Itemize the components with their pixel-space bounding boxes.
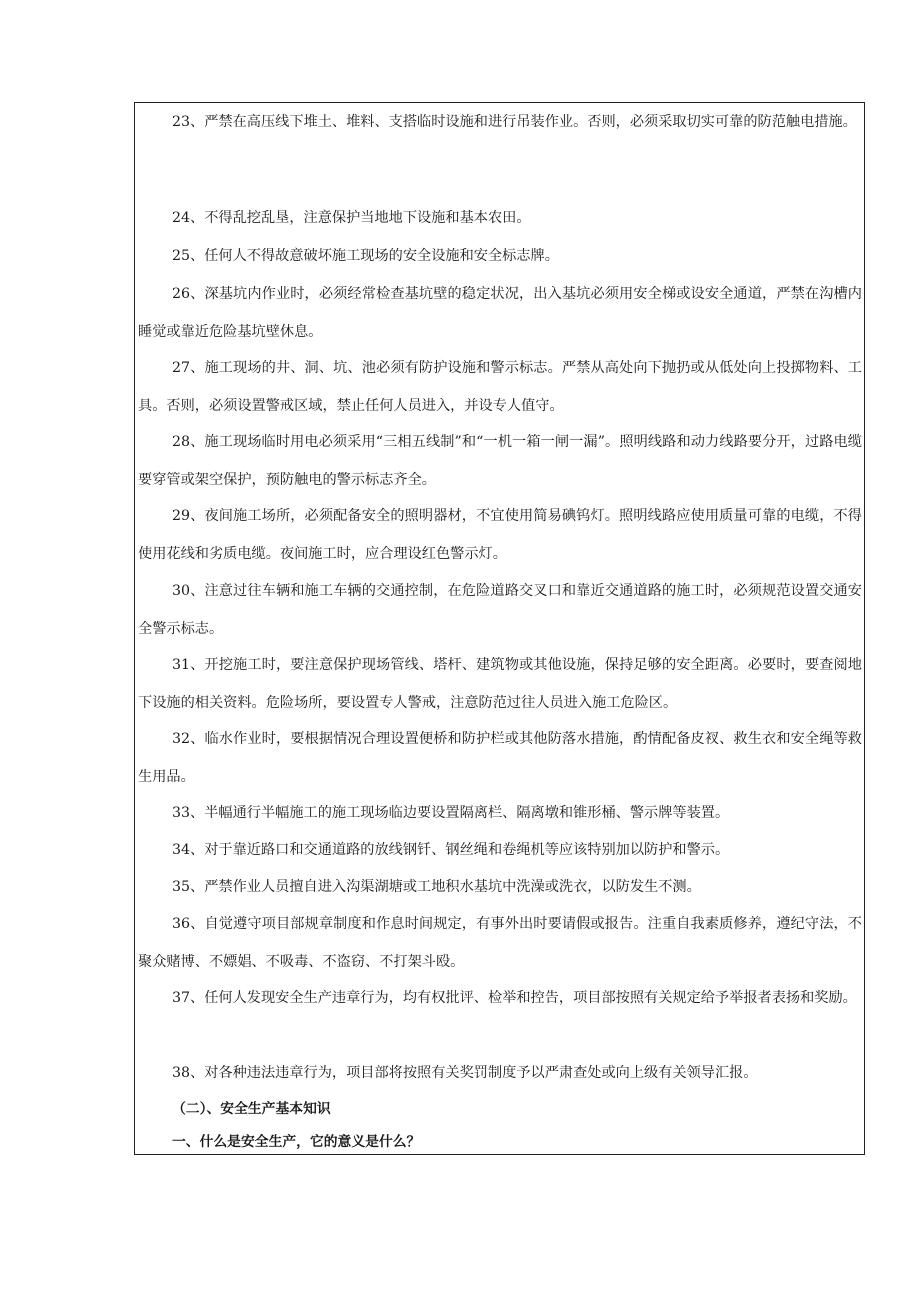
rule-23: 23、严禁在高压线下堆土、堆料、支搭临时设施和进行吊装作业。否则，必须采取切实可靠的防范触电措施。 bbox=[172, 114, 857, 130]
rule-33: 33、半幅通行半幅施工的施工现场临边要设置隔离栏、隔离墩和锥形桶、警示牌等装置。 bbox=[172, 805, 730, 821]
rule-28: 28、施工现场临时用电必须采用“三相五线制”和“一机一箱一闸一漏”。照明线路和动力线路要分开，过路电缆要穿管或架空保护，预防触电的警示标志齐全。 bbox=[138, 434, 862, 488]
rule-27: 27、施工现场的井、洞、坑、池必须有防护设施和警示标志。严禁从高处向下抛扔或从低处向上投掷物料、工具。否则，必须设置警戒区域，禁止任何人员进入，并设专人值守。 bbox=[138, 360, 862, 414]
rule-29: 29、夜间施工场所，必须配备安全的照明器材，不宜使用简易碘钨灯。照明线路应使用质量可靠的电缆，不得使用花线和劣质电缆。夜间施工时，应合理设红色警示灯。 bbox=[138, 508, 862, 562]
section-heading: （二）、安全生产基本知识 bbox=[172, 1101, 331, 1117]
rule-35: 35、严禁作业人员擅自进入沟渠湖塘或工地积水基坑中洗澡或洗衣，以防发生不测。 bbox=[172, 879, 701, 895]
section-question: 一、什么是安全生产，它的意义是什么？ bbox=[172, 1134, 421, 1150]
rule-37: 37、任何人发现安全生产违章行为，均有权批评、检举和控告，项目部按照有关规定给予举报者表扬和奖励。 bbox=[172, 990, 857, 1006]
rule-34: 34、对于靠近路口和交通道路的放线钢钎、钢丝绳和卷绳机等应该特别加以防护和警示。 bbox=[172, 842, 730, 858]
rule-30: 30、注意过往车辆和施工车辆的交通控制，在危险道路交叉口和靠近交通道路的施工时，必须规范设置交通安全警示标志。 bbox=[138, 583, 862, 637]
rule-36: 36、自觉遵守项目部规章制度和作息时间规定，有事外出时要请假或报告。注重自我素质修养，遵纪守法，不聚众赌博、不嫖娼、不吸毒、不盗窃、不打架斗殴。 bbox=[138, 916, 862, 970]
rule-24: 24、不得乱挖乱垦，注意保护当地地下设施和基本农田。 bbox=[172, 210, 531, 226]
rule-31: 31、开挖施工时，要注意保护现场管线、塔杆、建筑物或其他设施，保持足够的安全距离。必要时，要查阅地下设施的相关资料。危险场所，要设置专人警戒，注意防范过往人员进入施工危险区。 bbox=[138, 657, 862, 711]
document-frame bbox=[134, 102, 865, 1155]
rule-38: 38、对各种违法违章行为，项目部将按照有关奖罚制度予以严肃查处或向上级有关领导汇报。 bbox=[172, 1065, 758, 1081]
rule-32: 32、临水作业时，要根据情况合理设置便桥和防护栏或其他防落水措施，酌情配备皮衩、救生衣和安全绳等救生用品。 bbox=[138, 731, 862, 785]
rule-26: 26、深基坑内作业时，必须经常检查基坑壁的稳定状况，出入基坑必须用安全梯或设安全通道，严禁在沟槽内睡觉或靠近危险基坑壁休息。 bbox=[138, 286, 862, 340]
rule-25: 25、任何人不得故意破坏施工现场的安全设施和安全标志牌。 bbox=[172, 248, 559, 264]
